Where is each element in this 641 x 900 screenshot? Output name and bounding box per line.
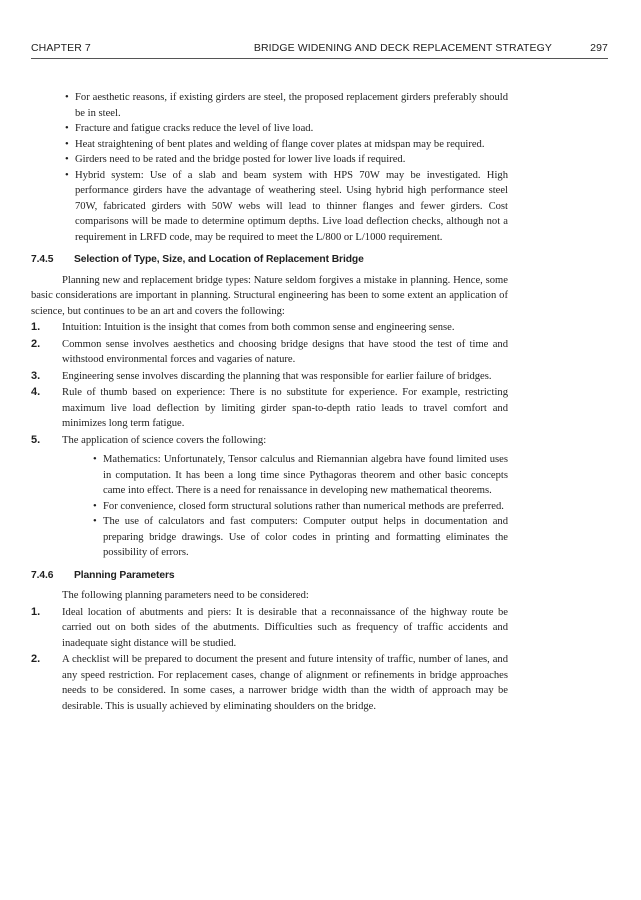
header-divider (31, 58, 608, 59)
item-number: 1. (31, 605, 41, 618)
section-heading-7-4-5 (31, 252, 508, 268)
numbered-item (31, 369, 508, 385)
section-paragraph: Planning new and replacement bridge types: Nature seldom forgives a mistake in planning. Hence, some basic considerations are important in planning. Structural engineering has been to some extent an application of science, but continues to be an art and covers the following: (31, 274, 508, 317)
bullet-icon: • (65, 92, 69, 103)
item-number: 1. (31, 321, 41, 333)
bullet-text: For convenience, closed form structural solutions rather than numerical methods are preferred. (103, 500, 504, 512)
item-number: 5. (31, 433, 41, 446)
item-number: 4. (31, 386, 41, 398)
intro-bullet-list (65, 90, 508, 245)
item-text: Ideal location of abutments and piers: It is desirable that a reconnaissance of the highway route be carried out on both sides of the abutments. Difficulties such as frequency of traffic accidents and inadequate sight distance will be studied. (62, 606, 508, 649)
page-body (31, 90, 508, 714)
list-item (93, 514, 508, 561)
bullet-text: Fracture and fatigue cracks reduce the level of live load. (75, 123, 314, 134)
numbered-item (31, 337, 508, 368)
bullet-text: Heat straightening of bent plates and welding of flange cover plates at midspan may be required. (75, 138, 485, 150)
numbered-item (31, 605, 508, 652)
bullet-text: Hybrid system: Use of a slab and beam system with HPS 70W may be investigated. High performance girders have the advantage of weathering steel. Using hybrid high performance steel 70W, fabricated girders with 50W webs will lead to thinner flanges and fewer girders. Cost comparisons will be made to determine optimum depths. Live load deflection checks, although not a requirement in LRFD code, may be required to meet the L/800 or L/1000 requirement. (75, 169, 508, 243)
bullet-text: Girders need to be rated and the bridge posted for lower live loads if required. (75, 154, 406, 165)
list-item (65, 168, 508, 246)
science-bullet-list (93, 452, 508, 561)
list-item (65, 121, 508, 137)
numbered-item (31, 652, 508, 714)
numbered-list-7-4-5 (31, 320, 508, 561)
bullet-icon: • (93, 516, 97, 527)
numbered-item (31, 385, 508, 432)
chapter-label: CHAPTER 7 (31, 42, 91, 54)
bullet-icon: • (93, 500, 97, 512)
numbered-list-7-4-6 (31, 605, 508, 715)
item-text: Rule of thumb based on experience: There is no substitute for experience. For example, restricting maximum live load deflection by limiting girder span-to-depth ratio leads to travel comfort and minimizes long term fatigue. (62, 387, 508, 429)
item-number: 2. (31, 653, 41, 665)
item-text: The application of science covers the following: (62, 434, 267, 446)
list-item (65, 137, 508, 153)
item-number: 3. (31, 369, 41, 382)
list-item (93, 499, 508, 515)
list-item (93, 452, 508, 499)
section-title: Planning Parameters (74, 569, 175, 581)
bullet-icon: • (65, 154, 69, 165)
bullet-icon: • (65, 123, 69, 134)
page-number: 297 (590, 42, 608, 54)
numbered-item (31, 433, 508, 561)
section-heading-7-4-6 (31, 568, 508, 584)
list-item (65, 90, 508, 121)
section-number: 7.4.6 (31, 569, 54, 581)
section-number: 7.4.5 (31, 254, 54, 265)
section-title: Selection of Type, Size, and Location of Replacement Bridge (74, 254, 364, 265)
bullet-text: The use of calculators and fast computers: Computer output helps in documentation and preparing bridge drawings. Use of color codes in printing and formatting eliminates the possibility of errors. (103, 516, 508, 558)
numbered-item (31, 320, 508, 336)
bullet-text: Mathematics: Unfortunately, Tensor calculus and Riemannian algebra have found limited uses in computation. It has been a long time since Pythagoras theorem and other basic concepts came into effect. There is a need for renaissance in developing new mathematical theorems. (103, 454, 508, 496)
item-text: A checklist will be prepared to document the present and future intensity of traffic, number of lanes, and any speed restriction. For replacement cases, change of alignment or refinements in bridge approaches needs to be considered. In some cases, a narrower bridge width than the width of approach may be desirable. This is usually achieved by eliminating shoulders on the bridge. (62, 654, 508, 712)
item-text: Engineering sense involves discarding the planning that was responsible for earlier failure of bridges. (62, 370, 492, 382)
item-number: 2. (31, 337, 41, 350)
bullet-text: For aesthetic reasons, if existing girders are steel, the proposed replacement girders preferably should be in steel. (75, 92, 508, 119)
item-text: Common sense involves aesthetics and choosing bridge designs that have stood the test of time and withstood environmental forces and vagaries of nature. (62, 338, 508, 365)
bullet-icon: • (65, 169, 69, 181)
running-title: BRIDGE WIDENING AND DECK REPLACEMENT STRATEGY (253, 42, 552, 54)
section-paragraph: The following planning parameters need to be considered: (62, 590, 309, 601)
item-text: Intuition: Intuition is the insight that comes from both common sense and engineering sense. (62, 322, 455, 333)
bullet-icon: • (65, 138, 69, 150)
list-item (65, 152, 508, 168)
running-header (31, 42, 608, 56)
bullet-icon: • (93, 454, 97, 465)
